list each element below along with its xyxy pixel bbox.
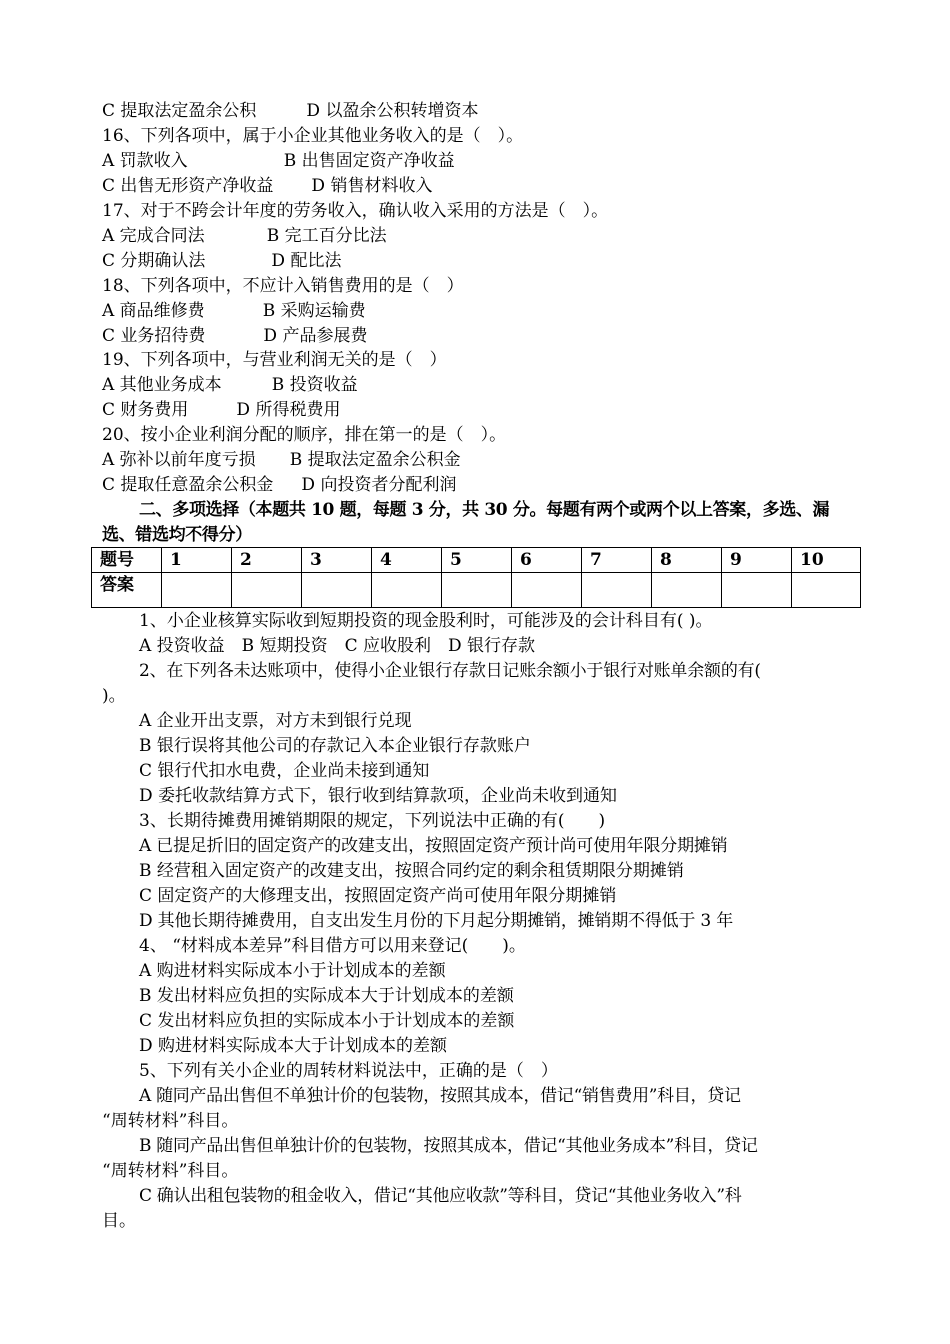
option-a: A 已提足折旧的固定资产的改建支出，按照固定资产预计尚可使用年限分期摊销	[139, 836, 728, 856]
option-b: B 采购运输费	[262, 301, 366, 321]
option-b: B 经营租入固定资产的改建支出，按照合同约定的剩余租赁期限分期摊销	[139, 861, 684, 881]
option-d: D 以盈余公积转增资本	[306, 101, 479, 121]
option-line	[102, 373, 854, 398]
question-options: A 投资收益 B 短期投资 C 应收股利 D 银行存款	[139, 636, 536, 656]
option-a: A 罚款收入	[102, 151, 188, 171]
question-number: 1	[162, 548, 232, 573]
option-a: A 完成合同法	[102, 226, 205, 246]
option-c: C 提取任意盈余公积金	[102, 475, 274, 495]
table-row-answers	[92, 573, 861, 608]
question-1: 1、小企业核算实际收到短期投资的现金股利时，可能涉及的会计科目有( )。	[139, 611, 713, 631]
answer-cell[interactable]	[792, 573, 861, 608]
option-a: A 购进材料实际成本小于计划成本的差额	[139, 961, 446, 981]
question-4: 4、 “材料成本差异”科目借方可以用来登记( )。	[139, 936, 526, 956]
answer-table	[91, 547, 861, 608]
option-b: B 投资收益	[271, 375, 358, 395]
question-20: 20、按小企业利润分配的顺序，排在第一的是（ ）。	[102, 425, 507, 445]
option-line	[102, 299, 854, 324]
option-d: D 所得税费用	[236, 400, 341, 420]
question-number: 10	[792, 548, 861, 573]
option-c: C 提取法定盈余公积	[102, 101, 257, 121]
answer-cell[interactable]	[582, 573, 652, 608]
option-line	[102, 149, 854, 174]
option-c: C 发出材料应负担的实际成本小于计划成本的差额	[139, 1011, 515, 1031]
answer-cell[interactable]	[302, 573, 372, 608]
question-number: 6	[512, 548, 582, 573]
option-d: D 配比法	[271, 251, 342, 271]
option-b: B 提取法定盈余公积金	[289, 450, 461, 470]
option-d: D 产品参展费	[263, 326, 368, 346]
option-d: D 销售材料收入	[311, 176, 433, 196]
question-2: 2、在下列各未达账项中，使得小企业银行存款日记账余额小于银行对账单余额的有(	[139, 661, 761, 681]
section-title: 二、多项选择（本题共 10 题，每题 3 分，共 30 分。每题有两个或两个以上答案，多选、漏选、错选均不得分）	[102, 500, 830, 545]
option-line	[102, 224, 854, 249]
question-number: 3	[302, 548, 372, 573]
option-d: D 委托收款结算方式下，银行收到结算款项，企业尚未收到通知	[139, 786, 618, 806]
option-d: D 购进材料实际成本大于计划成本的差额	[139, 1036, 448, 1056]
option-c-cont: 目。	[102, 1211, 136, 1231]
option-a: A 商品维修费	[102, 301, 205, 321]
option-d: D 向投资者分配利润	[301, 475, 457, 495]
question-number: 5	[442, 548, 512, 573]
option-line	[102, 448, 854, 473]
question-number: 2	[232, 548, 302, 573]
option-a: A 其他业务成本	[102, 375, 222, 395]
question-16: 16、下列各项中，属于小企业其他业务收入的是（ ）。	[102, 126, 524, 146]
option-a: A 随同产品出售但不单独计价的包装物，按照其成本，借记“销售费用”科目，贷记	[139, 1086, 741, 1106]
option-b: B 发出材料应负担的实际成本大于计划成本的差额	[139, 986, 514, 1006]
question-2-cont: )。	[102, 686, 126, 706]
option-d: D 其他长期待摊费用，自支出发生月份的下月起分期摊销，摊销期不得低于 3 年	[139, 911, 734, 931]
option-c: C 确认出租包装物的租金收入，借记“其他应收款”等科目，贷记“其他业务收入”科	[139, 1186, 742, 1206]
option-c: C 固定资产的大修理支出，按照固定资产尚可使用年限分期摊销	[139, 886, 617, 906]
question-number: 8	[652, 548, 722, 573]
option-line	[102, 398, 854, 423]
question-18: 18、下列各项中，不应计入销售费用的是（ ）	[102, 276, 464, 296]
option-b: B 出售固定资产净收益	[283, 151, 455, 171]
answer-cell[interactable]	[232, 573, 302, 608]
row-label: 答案	[92, 573, 162, 608]
option-a: A 弥补以前年度亏损	[102, 450, 256, 470]
option-a-cont: “周转材料”科目。	[102, 1111, 239, 1131]
answer-cell[interactable]	[442, 573, 512, 608]
answer-cell[interactable]	[512, 573, 582, 608]
table-row-numbers	[92, 548, 861, 573]
option-b: B 随同产品出售但单独计价的包装物，按照其成本，借记“其他业务成本”科目，贷记	[139, 1136, 758, 1156]
option-c: C 业务招待费	[102, 326, 206, 346]
option-line	[102, 249, 854, 274]
option-c: C 财务费用	[102, 400, 189, 420]
answer-cell[interactable]	[652, 573, 722, 608]
option-c: C 出售无形资产净收益	[102, 176, 274, 196]
option-line	[102, 174, 854, 199]
answer-cell[interactable]	[162, 573, 232, 608]
row-label: 题号	[92, 548, 162, 573]
question-17: 17、对于不跨会计年度的劳务收入，确认收入采用的方法是（ ）。	[102, 201, 609, 221]
question-5: 5、下列有关小企业的周转材料说法中，正确的是（ ）	[139, 1061, 558, 1081]
option-b: B 完工百分比法	[266, 226, 387, 246]
option-line	[102, 324, 854, 349]
option-line	[102, 473, 854, 498]
option-b-cont: “周转材料”科目。	[102, 1161, 239, 1181]
question-number: 7	[582, 548, 652, 573]
question-3: 3、长期待摊费用摊销期限的规定，下列说法中正确的有( )	[139, 811, 606, 831]
answer-cell[interactable]	[372, 573, 442, 608]
option-b: B 银行误将其他公司的存款记入本企业银行存款账户	[139, 736, 531, 756]
question-number: 9	[722, 548, 792, 573]
option-line	[102, 99, 854, 124]
question-number: 4	[372, 548, 442, 573]
option-c: C 分期确认法	[102, 251, 206, 271]
option-c: C 银行代扣水电费，企业尚未接到通知	[139, 761, 430, 781]
option-a: A 企业开出支票，对方未到银行兑现	[139, 711, 412, 731]
question-19: 19、下列各项中，与营业利润无关的是（ ）	[102, 350, 447, 370]
answer-cell[interactable]	[722, 573, 792, 608]
